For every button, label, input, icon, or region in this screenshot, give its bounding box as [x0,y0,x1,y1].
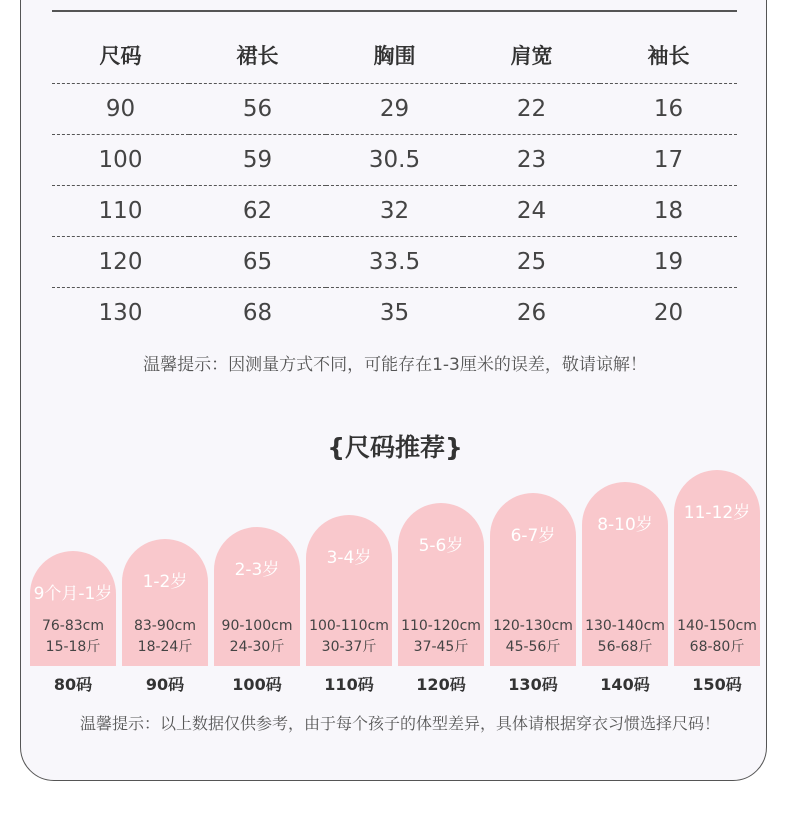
cell-sleeve: 19 [600,237,737,288]
cell-chest: 35 [379,300,410,326]
size-label: 130码 [508,675,558,694]
reference-note: 温馨提示：以上数据仅供参考，由于每个孩子的体型差异，具体请根据穿衣习惯选择尺码！ [79,714,720,733]
height-range: 130-140cm [585,618,665,634]
age-label: 5-6岁 [418,536,464,556]
cell-chest: 29 [326,84,463,135]
age-label: 3-4岁 [326,548,372,568]
size-label: 140码 [600,675,650,694]
cell-dress-length: 59 [189,135,326,186]
recommendation-title: {尺码推荐} [327,433,463,462]
age-label: 9个月-1岁 [33,584,113,604]
size-label: 120码 [416,675,466,694]
cell-chest: 33.5 [326,237,463,288]
cell-shoulder: 26 [516,300,547,326]
age-label: 6-7岁 [510,526,556,546]
height-range: 140-150cm [677,618,757,634]
header-dress-length: 裙长 [189,26,326,84]
weight-range: 18-24斤 [137,639,193,655]
cell-size: 100 [52,135,189,186]
weight-range: 45-56斤 [505,639,561,655]
height-range: 76-83cm [41,618,104,634]
weight-range: 37-45斤 [413,639,469,655]
cell-shoulder: 25 [463,237,600,288]
cell-sleeve: 16 [600,84,737,135]
header-chest: 胸围 [326,26,463,84]
size-label: 110码 [324,675,374,694]
recommend-bar [122,539,208,666]
cell-sleeve: 18 [600,186,737,237]
size-label: 150码 [692,675,742,694]
cell-size: 120 [52,237,189,288]
header-sleeve: 袖长 [600,26,737,84]
cell-shoulder: 24 [463,186,600,237]
cell-size: 90 [52,84,189,135]
recommend-bar [490,493,576,666]
measurement-note: 温馨提示：因测量方式不同，可能存在1-3厘米的误差，敬请谅解！ [143,355,647,375]
height-range: 120-130cm [493,618,573,634]
recommend-bar [30,551,116,666]
size-label: 90码 [145,675,185,694]
age-label: 8-10岁 [597,515,653,535]
cell-sleeve: 20 [653,300,684,326]
height-range: 110-120cm [401,618,481,634]
weight-range: 56-68斤 [597,639,653,655]
age-label: 2-3岁 [234,560,280,580]
header-size: 尺码 [52,26,189,84]
weight-range: 30-37斤 [321,639,377,655]
recommend-bar [306,515,392,666]
size-label: 80码 [53,675,93,694]
weight-range: 24-30斤 [229,639,285,655]
weight-range: 15-18斤 [45,639,101,655]
cell-dress-length: 68 [242,300,273,326]
size-label: 100码 [232,675,282,694]
age-label: 1-2岁 [142,572,188,592]
cell-dress-length: 65 [189,237,326,288]
cell-size: 110 [52,186,189,237]
cell-chest: 30.5 [326,135,463,186]
cell-dress-length: 62 [189,186,326,237]
age-label: 11-12岁 [683,503,751,523]
cell-dress-length: 56 [189,84,326,135]
height-range: 90-100cm [221,618,293,634]
height-range: 100-110cm [309,618,389,634]
cell-shoulder: 22 [463,84,600,135]
weight-range: 68-80斤 [689,639,745,655]
cell-chest: 32 [326,186,463,237]
recommend-bar [398,503,484,666]
recommend-bar [582,482,668,666]
recommend-bar [214,527,300,666]
cell-size: 130 [98,300,143,326]
recommend-bar [674,470,760,666]
height-range: 83-90cm [133,618,196,634]
header-shoulder: 肩宽 [463,26,600,84]
cell-shoulder: 23 [463,135,600,186]
cell-sleeve: 17 [600,135,737,186]
